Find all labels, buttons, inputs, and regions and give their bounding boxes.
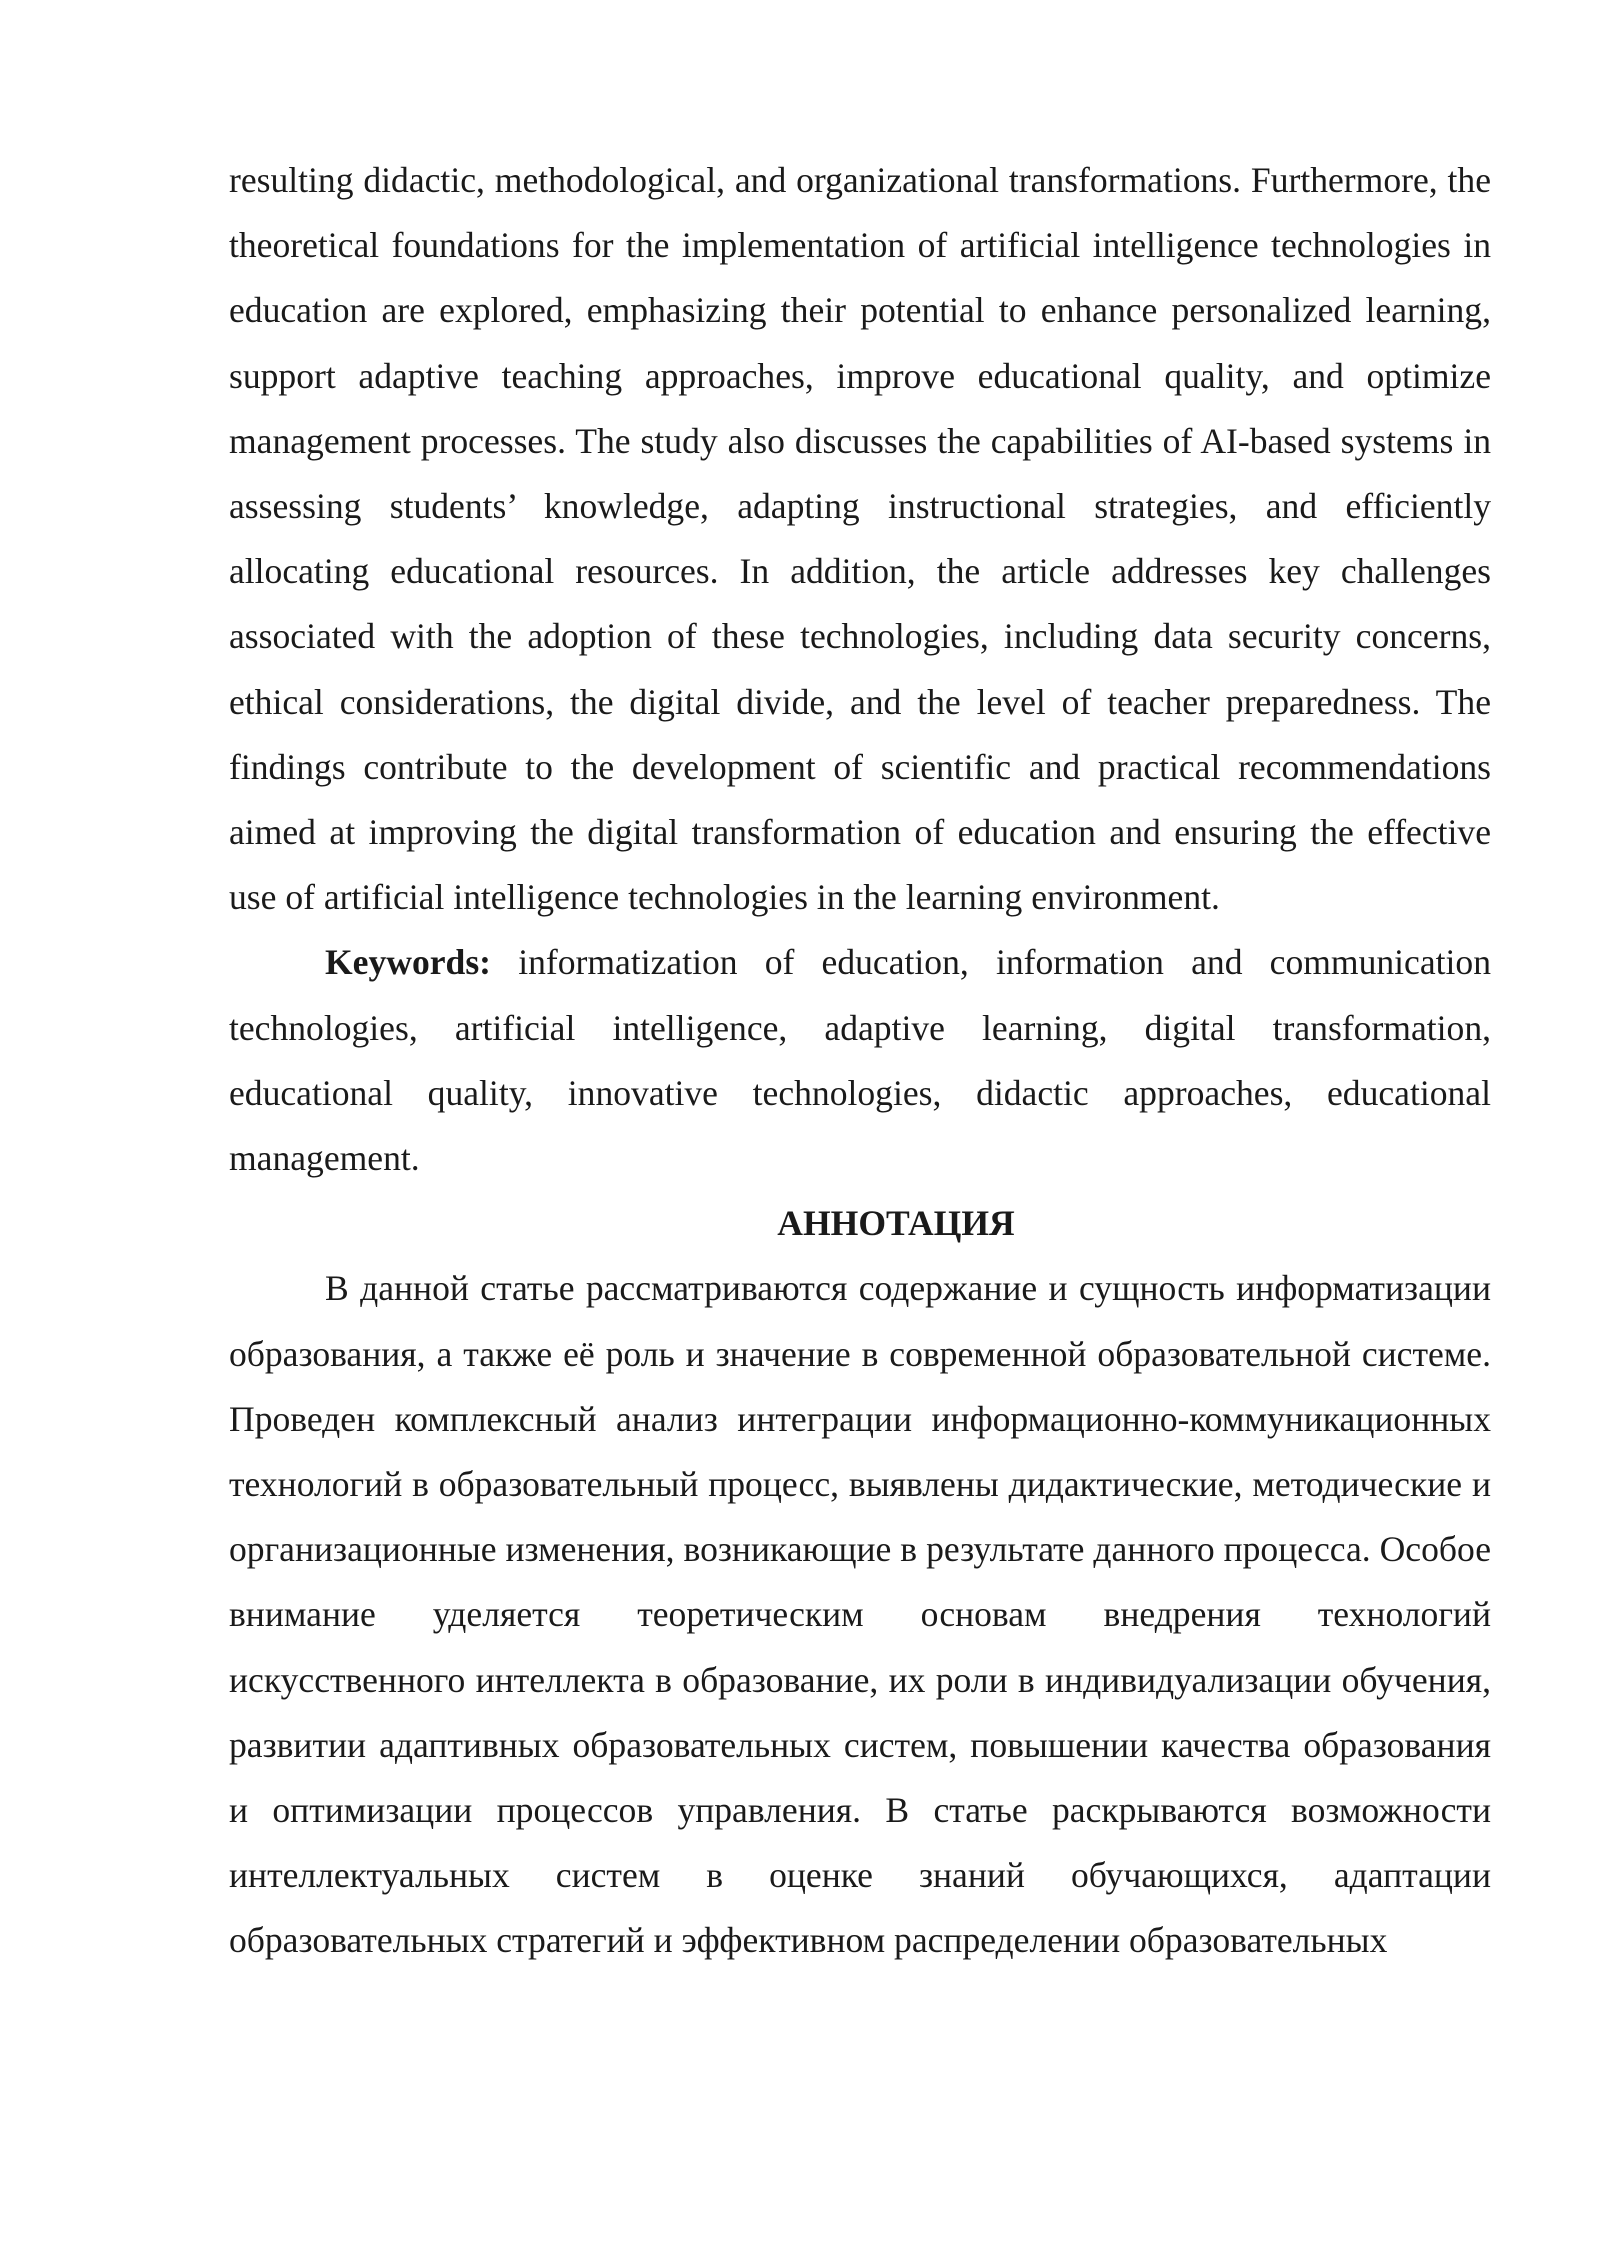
document-page: [229, 148, 1491, 1974]
keywords-paragraph: [229, 930, 1491, 1191]
keywords-label: Keywords:: [325, 942, 492, 983]
keywords-text: informatization of education, information and communication technologies, artificial intelligence, adaptive learning, digital transformation, educational quality, innovative technologies, didactic approaches, educational management.: [229, 942, 1491, 1179]
annotation-heading: АННОТАЦИЯ: [777, 1203, 1015, 1244]
abstract-en-continuation: resulting didactic, methodological, and organizational transformations. Furthermore, the theoretical foundations for the implementation of artificial intelligence technologies in education are explored, emphasizing their potential to enhance personalized learning, support adaptive teaching approaches, improve educational quality, and optimize management processes. The study also discusses the capabilities of AI-based systems in assessing students’ knowledge, adapting instructional strategies, and efficiently allocating educational resources. In addition, the article addresses key challenges associated with the adoption of these technologies, including data security concerns, ethical considerations, the digital divide, and the level of teacher preparedness. The findings contribute to the development of scientific and practical recommendations aimed at improving the digital transformation of education and ensuring the effective use of artificial intelligence technologies in the learning environment.: [229, 160, 1491, 918]
annotation-ru-paragraph: В данной статье рассматриваются содержание и сущность информатизации образования, а также её роль и значение в современной образовательной системе. Проведен комплексный анализ интеграции информационно-коммуникационных технологий в образовательный процесс, выявлены дидактические, методические и организационные изменения, возникающие в результате данного процесса. Особое внимание уделяется теоретическим основам внедрения технологий искусственного интеллекта в образование, их роли в индивидуализации обучения, развитии адаптивных образовательных систем, повышении качества образования и оптимизации процессов управления. В статье раскрываются возможности интеллектуальных систем в оценке знаний обучающихся, адаптации образовательных стратегий и эффективном распределении образовательных: [229, 1268, 1491, 1961]
